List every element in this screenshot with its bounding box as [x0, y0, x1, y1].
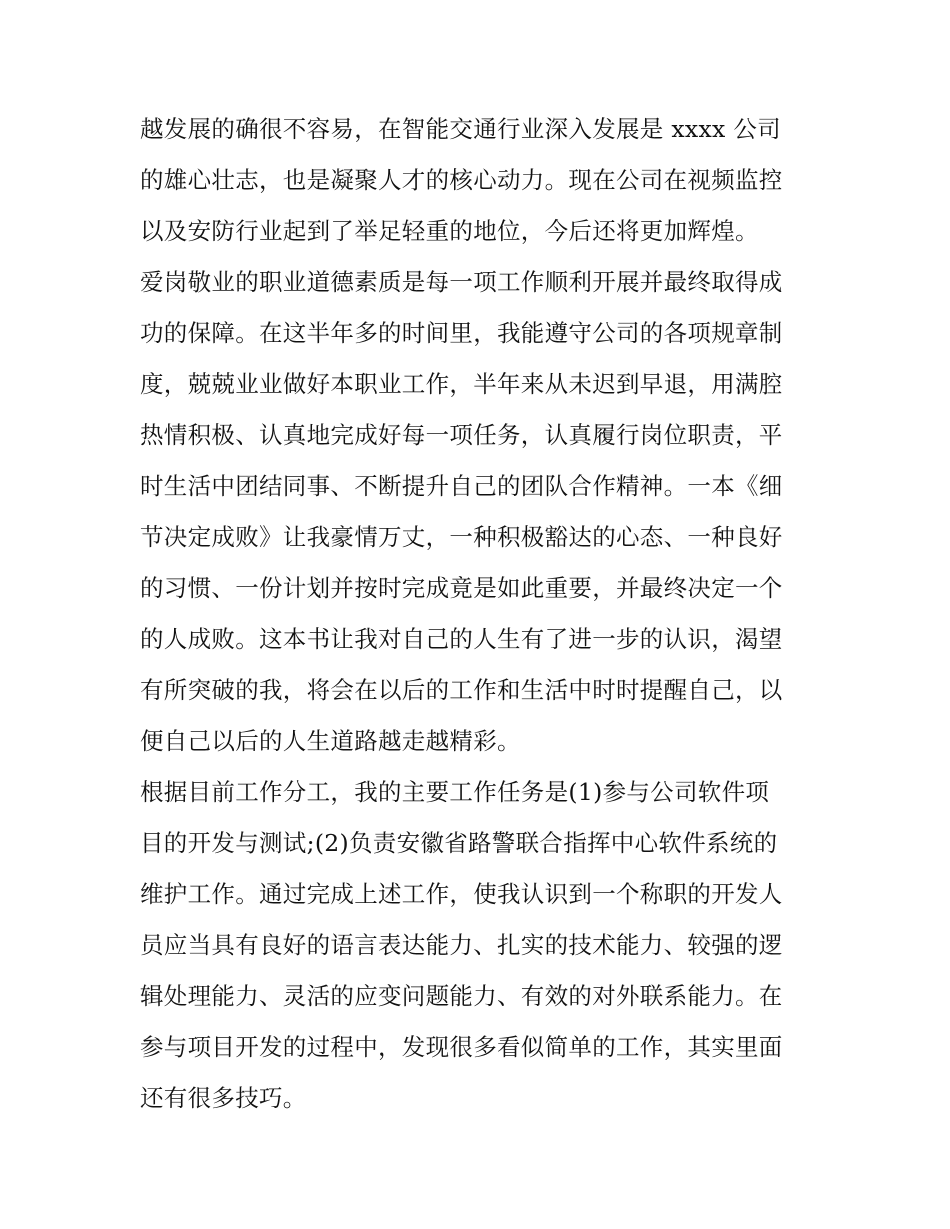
text-line: 员应当具有良好的语言表达能力、扎实的技术能力、较强的逻 — [140, 931, 783, 959]
text-line: 根据目前工作分工，我的主要工作任务是(1)参与公司软件项 — [140, 778, 770, 806]
text-line: 辑处理能力、灵活的应变问题能力、有效的对外联系能力。在 — [140, 982, 783, 1010]
document-body — [140, 104, 830, 1124]
text-line: 热情积极、认真地完成好每一项任务，认真履行岗位职责，平 — [140, 421, 783, 449]
text-line: 参与项目开发的过程中，发现很多看似简单的工作，其实里面 — [140, 1033, 783, 1061]
text-line: 度，兢兢业业做好本职业工作，半年来从未迟到早退，用满腔 — [140, 370, 783, 398]
text-line: 有所突破的我，将会在以后的工作和生活中时时提醒自己，以 — [140, 676, 783, 704]
text-line: 的雄心壮志，也是凝聚人才的核心动力。现在公司在视频监控 — [140, 166, 783, 194]
text-line: 维护工作。通过完成上述工作，使我认识到一个称职的开发人 — [140, 880, 783, 908]
text-line: 爱岗敬业的职业道德素质是每一项工作顺利开展并最终取得成 — [140, 268, 783, 296]
text-line: 时生活中团结同事、不断提升自己的团队合作精神。一本《细 — [140, 472, 783, 500]
text-line: 的人成败。这本书让我对自己的人生有了进一步的认识，渴望 — [140, 625, 783, 653]
text-line: 还有很多技巧。 — [140, 1084, 307, 1112]
text-line: 功的保障。在这半年多的时间里，我能遵守公司的各项规章制 — [140, 319, 783, 347]
text-line: 越发展的确很不容易，在智能交通行业深入发展是 xxxx 公司 — [140, 115, 781, 143]
text-line: 目的开发与测试;(2)负责安徽省路警联合指挥中心软件系统的 — [140, 829, 778, 857]
text-line: 节决定成败》让我豪情万丈，一种积极豁达的心态、一种良好 — [140, 523, 783, 551]
text-line: 便自己以后的人生道路越走越精彩。 — [140, 727, 521, 755]
text-line: 的习惯、一份计划并按时完成竟是如此重要，并最终决定一个 — [140, 574, 783, 602]
text-line: 以及安防行业起到了举足轻重的地位，今后还将更加辉煌。 — [140, 217, 759, 245]
